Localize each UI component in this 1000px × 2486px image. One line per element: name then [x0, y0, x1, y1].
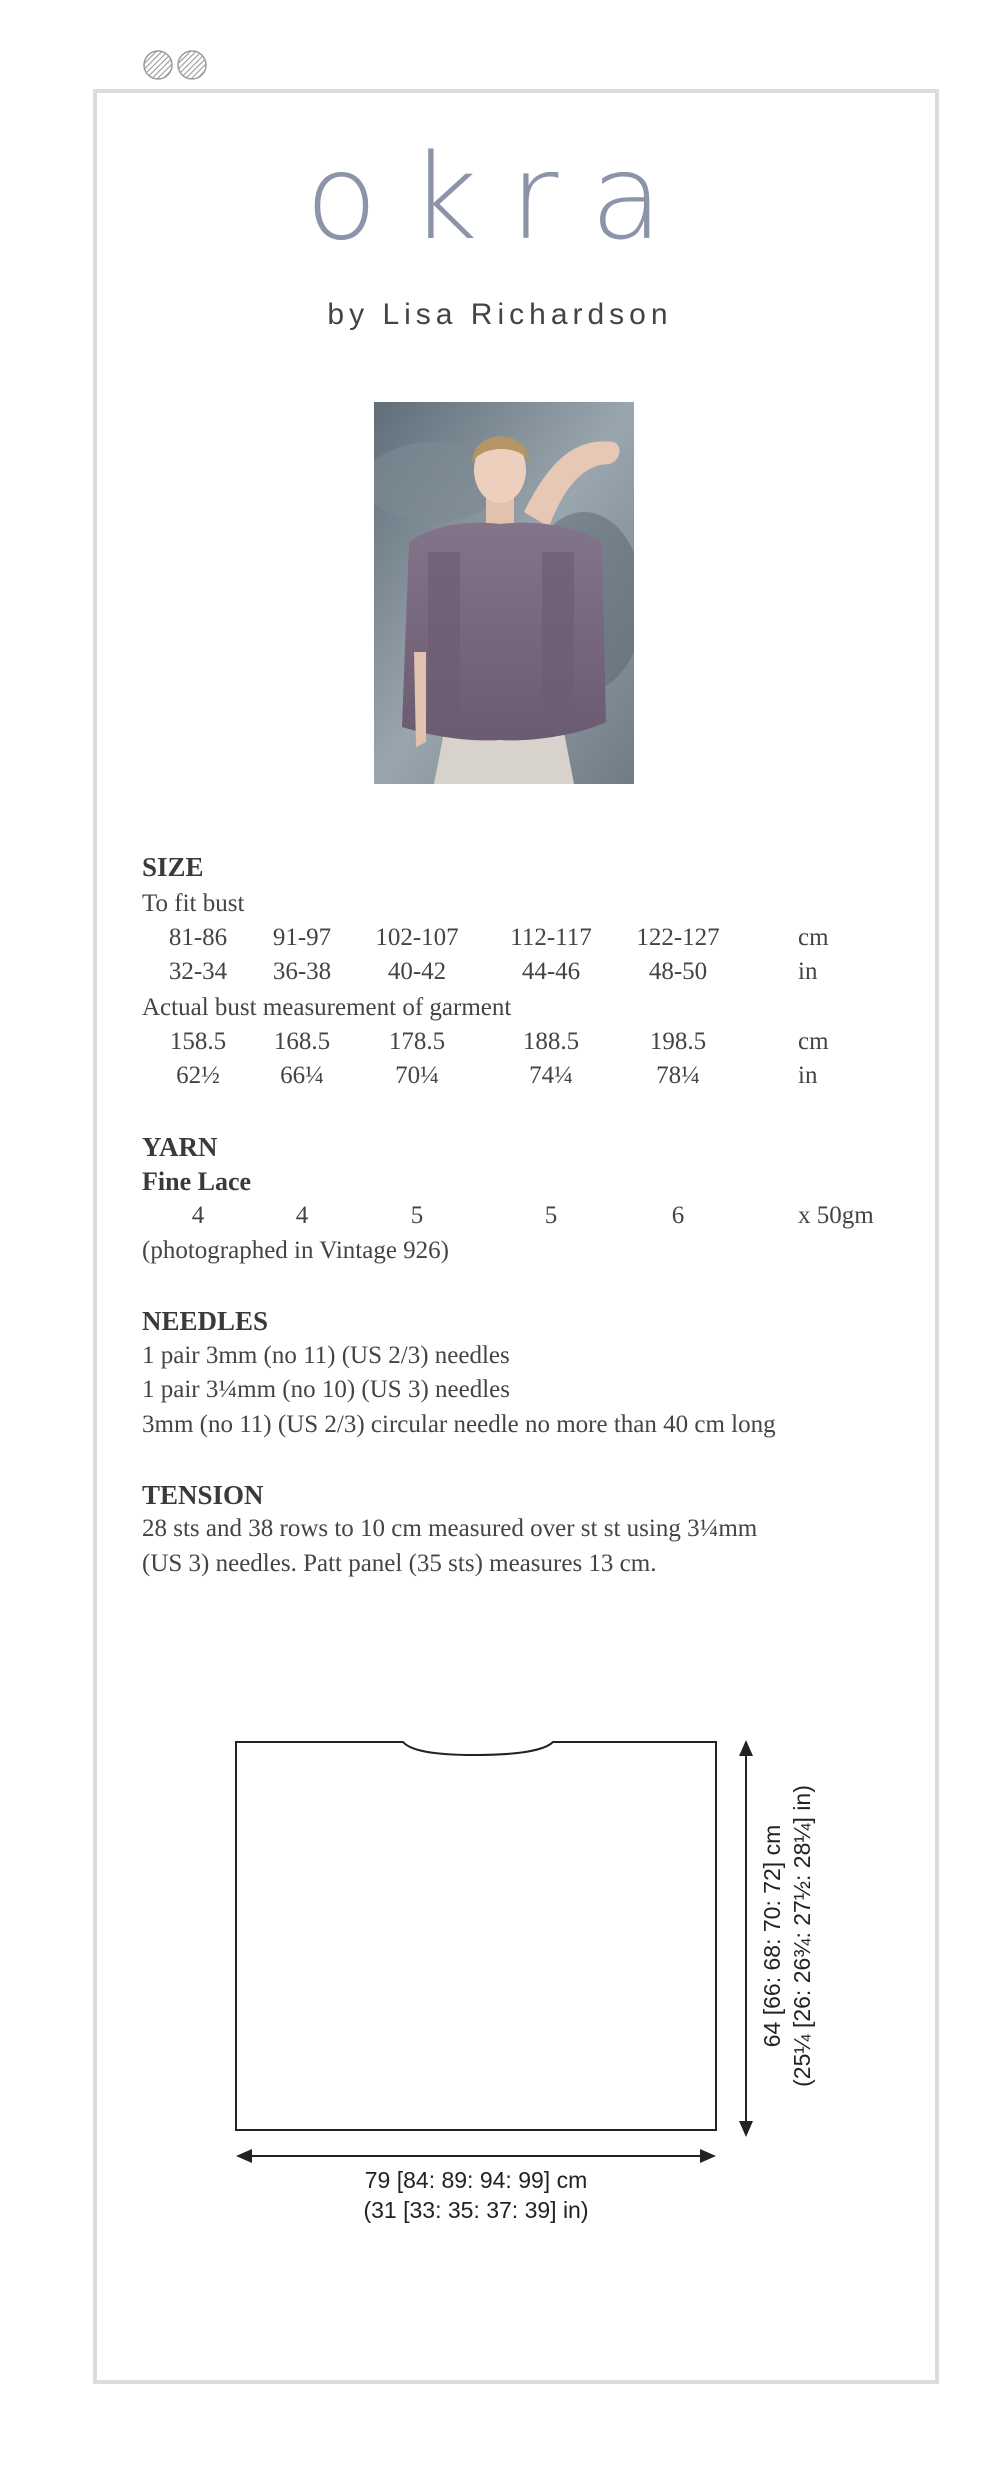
- yarn-quantity: 4: [295, 1202, 309, 1229]
- fit-cm-value: 91-97: [272, 924, 332, 951]
- yarn-note: (photographed in Vintage 926): [142, 1237, 449, 1264]
- fit-in-value: 48-50: [648, 958, 708, 985]
- pattern-title: okra: [305, 128, 695, 266]
- fit-in-value: 36-38: [272, 958, 332, 985]
- fit-cm-value: 112-117: [510, 924, 592, 951]
- size-heading: SIZE: [142, 852, 204, 882]
- yarn-unit: x 50gm: [798, 1202, 874, 1229]
- length-in-label: (25¼ [26: 26¾: 27½: 28¼] in): [789, 1785, 815, 2087]
- arrow-head-right-icon: [700, 2149, 716, 2163]
- arrow-head-up-icon: [739, 1740, 753, 1756]
- designer-byline: by Lisa Richardson: [327, 298, 673, 331]
- width-cm-label: 79 [84: 89: 94: 99] cm: [364, 2167, 588, 2193]
- unit-cm: cm: [798, 924, 829, 951]
- fit-in-value: 32-34: [168, 958, 228, 985]
- tension-line: (US 3) needles. Patt panel (35 sts) measures 13 cm.: [142, 1550, 657, 1577]
- actual-in-value: 78¼: [656, 1062, 700, 1089]
- actual-cm-value: 178.5: [388, 1028, 446, 1055]
- actual-in-value: 74¼: [529, 1062, 573, 1089]
- yarn-quantity: 4: [191, 1202, 205, 1229]
- tension-line: 28 sts and 38 rows to 10 cm measured over st st using 3¼mm: [142, 1515, 758, 1542]
- yarn-quantity: 5: [410, 1202, 424, 1229]
- fit-cm-value: 122-127: [636, 924, 720, 951]
- tension-heading: TENSION: [142, 1480, 264, 1510]
- actual-cm-value: 158.5: [169, 1028, 227, 1055]
- yarn-quantity: 5: [544, 1202, 558, 1229]
- actual-in-value: 70¼: [395, 1062, 439, 1089]
- actual-cm-value: 198.5: [649, 1028, 707, 1055]
- needle-line: 3mm (no 11) (US 2/3) circular needle no more than 40 cm long: [142, 1411, 776, 1438]
- unit-in: in: [798, 1062, 818, 1089]
- needle-line: 1 pair 3mm (no 11) (US 2/3) needles: [142, 1342, 510, 1369]
- yarn-heading: YARN: [142, 1132, 218, 1162]
- length-cm-label: 64 [66: 68: 70: 72] cm: [759, 1824, 785, 2048]
- unit-in: in: [798, 958, 818, 985]
- actual-in-value: 66¼: [280, 1062, 324, 1089]
- fit-bust-label: To fit bust: [142, 890, 245, 917]
- actual-bust-label: Actual bust measurement of garment: [142, 994, 512, 1021]
- fit-cm-value: 81-86: [168, 924, 228, 951]
- fit-cm-value: 102-107: [375, 924, 459, 951]
- yarn-quantity: 6: [671, 1202, 685, 1229]
- actual-cm-value: 168.5: [273, 1028, 331, 1055]
- needle-line: 1 pair 3¼mm (no 10) (US 3) needles: [142, 1376, 510, 1403]
- fit-in-value: 44-46: [521, 958, 581, 985]
- needles-heading: NEEDLES: [142, 1306, 269, 1336]
- fit-in-value: 40-42: [387, 958, 447, 985]
- yarn-name: Fine Lace: [142, 1167, 252, 1196]
- arrow-head-left-icon: [236, 2149, 252, 2163]
- garment-outline: [236, 1742, 716, 2130]
- width-in-label: (31 [33: 35: 37: 39] in): [363, 2197, 589, 2223]
- actual-cm-value: 188.5: [522, 1028, 580, 1055]
- arrow-head-down-icon: [739, 2121, 753, 2137]
- unit-cm: cm: [798, 1028, 829, 1055]
- actual-in-value: 62½: [176, 1062, 220, 1089]
